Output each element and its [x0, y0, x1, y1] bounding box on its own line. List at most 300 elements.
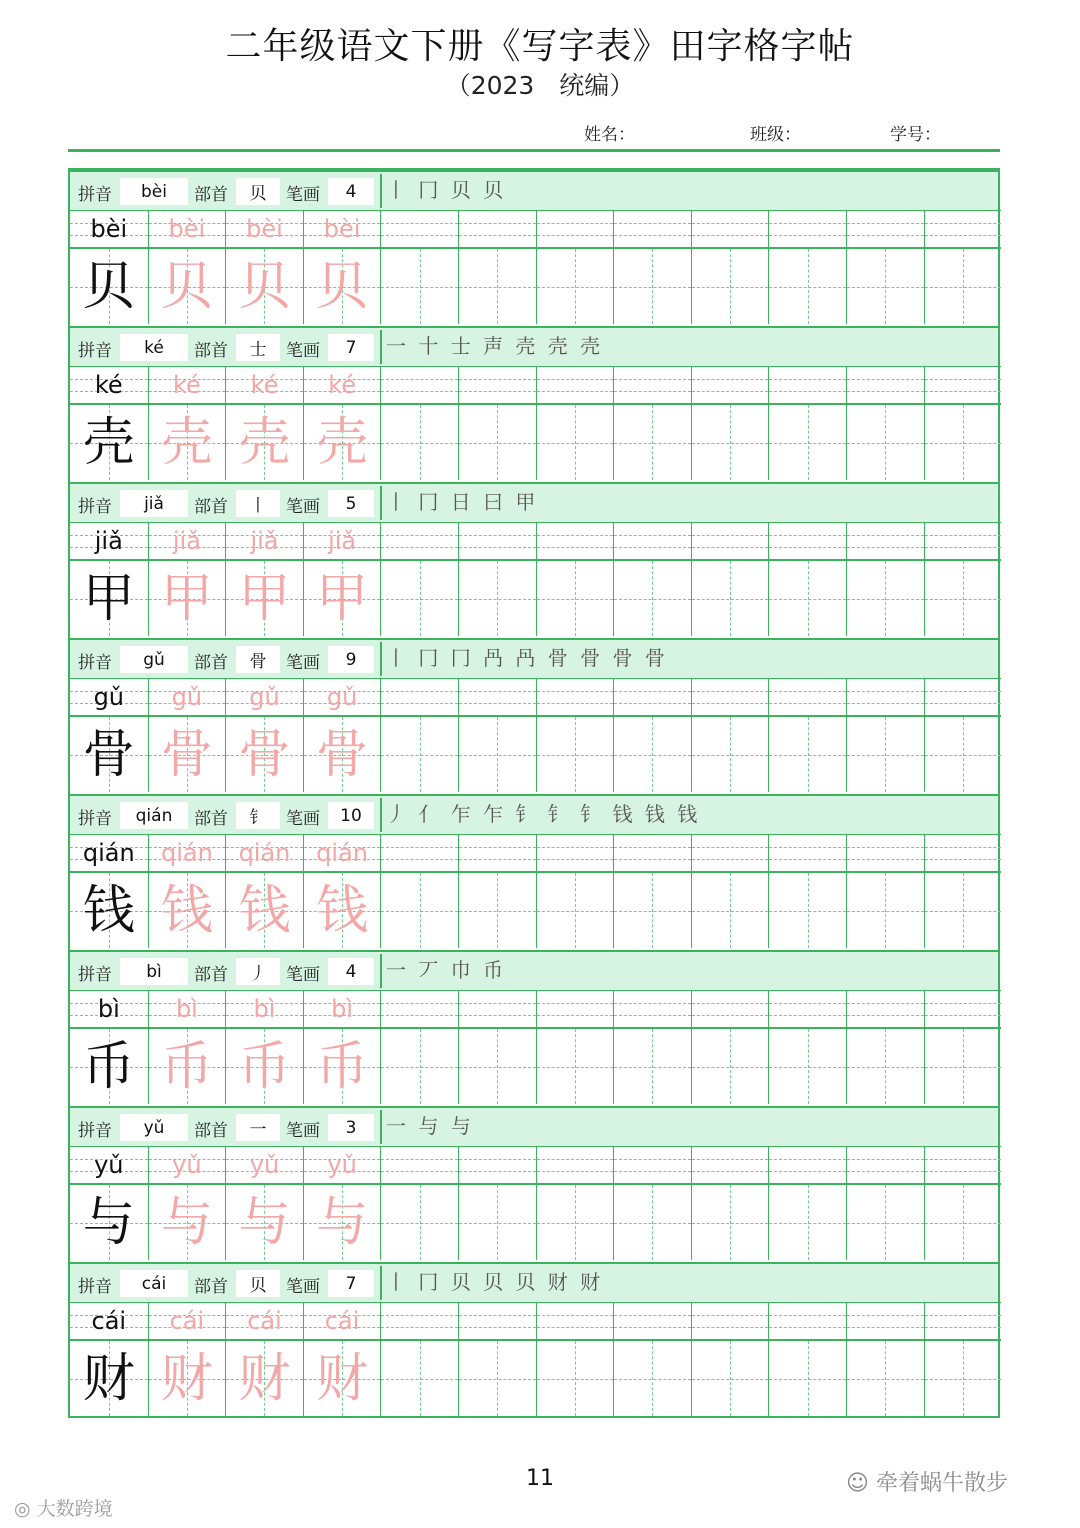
character-trace: 与 [316, 1193, 369, 1253]
character-trace: 贝 [316, 257, 369, 317]
pinyin-blank-cell[interactable] [924, 366, 1002, 403]
writing-grid-cell[interactable] [458, 1027, 536, 1104]
writing-grid-cell[interactable] [768, 871, 846, 948]
pinyin-value: bì [120, 958, 188, 985]
pinyin-blank-cell[interactable] [924, 1146, 1002, 1183]
writing-grid-cell[interactable] [536, 1183, 614, 1260]
writing-grid-cell[interactable] [768, 403, 846, 480]
writing-grid-cell[interactable] [613, 1027, 691, 1104]
pinyin-trace: bì [253, 995, 276, 1023]
writing-grid-cell[interactable] [924, 715, 1002, 792]
pinyin-blank-cell[interactable] [613, 366, 691, 403]
writing-grid-cell[interactable] [691, 559, 769, 636]
pinyin-blank-cell[interactable] [380, 990, 458, 1027]
radical-label: 部首 [194, 653, 228, 673]
writing-grid-cell[interactable] [458, 1183, 536, 1260]
character-trace: 与 [160, 1193, 213, 1253]
pinyin-trace-cell [303, 1146, 381, 1183]
writing-grid-cell[interactable] [536, 715, 614, 792]
character-trace: 贝 [160, 257, 213, 317]
pinyin-trace-cell [225, 1302, 303, 1339]
pinyin-model-cell [70, 1146, 148, 1183]
character-trace: 币 [160, 1037, 213, 1097]
writing-grid-cell[interactable] [536, 1027, 614, 1104]
writing-grid-cell[interactable] [768, 1027, 846, 1104]
stroke-order: 丨 冂 冂 冎 冎 骨 骨 骨 骨 [380, 642, 1000, 676]
writing-grid-cell[interactable] [924, 403, 1002, 480]
pinyin-trace-cell [303, 1302, 381, 1339]
pinyin-model: bèi [90, 215, 128, 243]
pinyin-model: ké [94, 371, 123, 399]
character-trace-cell [225, 715, 303, 792]
pinyin-blank-cell[interactable] [613, 1146, 691, 1183]
pinyin-trace: cái [247, 1307, 282, 1335]
pinyin-blank-cell[interactable] [768, 834, 846, 871]
pinyin-label: 拼音 [78, 185, 112, 205]
pinyin-blank-cell[interactable] [924, 834, 1002, 871]
character-trace: 贝 [238, 257, 291, 317]
writing-grid-cell[interactable] [613, 247, 691, 324]
character-trace-cell [148, 1027, 226, 1104]
writing-grid-cell[interactable] [691, 247, 769, 324]
writing-grid-cell[interactable] [380, 247, 458, 324]
pinyin-blank-cell[interactable] [846, 522, 924, 559]
pinyin-blank-cell[interactable] [768, 1146, 846, 1183]
character-trace: 币 [316, 1037, 369, 1097]
watermark-right-text: 牵着蜗牛散步 [875, 1471, 1008, 1496]
number-label: 学号： [890, 125, 941, 145]
pinyin-blank-cell[interactable] [691, 678, 769, 715]
writing-grid-cell[interactable] [846, 559, 924, 636]
stroke-count-value: 5 [328, 490, 374, 517]
pinyin-blank-cell[interactable] [380, 366, 458, 403]
pinyin-label: 拼音 [78, 653, 112, 673]
character-trace-cell [148, 559, 226, 636]
character-trace: 壳 [238, 413, 291, 473]
writing-grid-cell[interactable] [458, 871, 536, 948]
character-model-cell [70, 1339, 148, 1416]
pinyin-model: jiǎ [94, 527, 123, 555]
character-trace-cell [225, 1339, 303, 1416]
character-trace: 财 [316, 1349, 369, 1409]
stroke-count-value: 4 [328, 178, 374, 205]
character-model-cell [70, 871, 148, 948]
character-trace-cell [225, 1183, 303, 1260]
pinyin-blank-cell[interactable] [458, 990, 536, 1027]
writing-grid-cell[interactable] [613, 1183, 691, 1260]
page-title: 二年级语文下册《写字表》田字格字帖 [225, 26, 855, 67]
character-trace-cell [303, 1183, 381, 1260]
pinyin-blank-cell[interactable] [846, 990, 924, 1027]
pinyin-row [70, 522, 998, 559]
pinyin-blank-cell[interactable] [458, 366, 536, 403]
character-trace: 钱 [238, 881, 291, 941]
character-model: 甲 [82, 569, 135, 629]
character-trace: 财 [160, 1349, 213, 1409]
pinyin-blank-cell[interactable] [691, 1302, 769, 1339]
writing-grid-cell[interactable] [380, 1339, 458, 1416]
pinyin-blank-cell[interactable] [691, 990, 769, 1027]
writing-grid-cell[interactable] [846, 1339, 924, 1416]
character-header [70, 170, 998, 210]
writing-grid-cell[interactable] [536, 559, 614, 636]
pinyin-trace: yǔ [249, 1151, 280, 1179]
pinyin-label: 拼音 [78, 1277, 112, 1297]
pinyin-trace: gǔ [249, 683, 280, 711]
character-model-cell [70, 247, 148, 324]
character-trace: 骨 [316, 725, 369, 785]
pinyin-blank-cell[interactable] [846, 834, 924, 871]
character-row [70, 1183, 998, 1262]
character-header [70, 950, 998, 990]
character-trace-cell [303, 715, 381, 792]
writing-grid-cell[interactable] [458, 247, 536, 324]
pinyin-blank-cell[interactable] [768, 522, 846, 559]
pinyin-trace-cell [148, 678, 226, 715]
pinyin-blank-cell[interactable] [613, 210, 691, 247]
radical-label: 部首 [194, 497, 228, 517]
character-trace-cell [225, 1027, 303, 1104]
pinyin-trace: bèi [323, 215, 361, 243]
stroke-order: 一 丆 巾 币 [380, 954, 1000, 988]
writing-grid-cell[interactable] [691, 1339, 769, 1416]
pinyin-trace-cell [303, 990, 381, 1027]
pinyin-blank-cell[interactable] [924, 990, 1002, 1027]
writing-grid-cell[interactable] [768, 559, 846, 636]
stroke-count-value: 7 [328, 334, 374, 361]
character-trace: 甲 [316, 569, 369, 629]
pinyin-blank-cell[interactable] [458, 210, 536, 247]
writing-grid-cell[interactable] [613, 715, 691, 792]
page-subtitle: （2023 统编） [445, 71, 635, 100]
writing-grid-cell[interactable] [846, 871, 924, 948]
writing-grid-cell[interactable] [691, 715, 769, 792]
wechat-icon: ☺ [846, 1471, 869, 1496]
writing-grid-cell[interactable] [458, 403, 536, 480]
pinyin-value: cái [120, 1270, 188, 1297]
pinyin-label: 拼音 [78, 965, 112, 985]
character-row [70, 247, 998, 326]
strokes-label: 笔画 [286, 341, 320, 361]
writing-grid-cell[interactable] [536, 403, 614, 480]
pinyin-value: gǔ [120, 646, 188, 673]
pinyin-row [70, 1302, 998, 1339]
writing-grid-cell[interactable] [768, 1183, 846, 1260]
pinyin-blank-cell[interactable] [846, 1302, 924, 1339]
pinyin-blank-cell[interactable] [768, 366, 846, 403]
pinyin-blank-cell[interactable] [458, 678, 536, 715]
pinyin-blank-cell[interactable] [768, 1302, 846, 1339]
pinyin-blank-cell[interactable] [691, 834, 769, 871]
writing-grid-cell[interactable] [846, 1183, 924, 1260]
writing-grid-cell[interactable] [924, 1183, 1002, 1260]
pinyin-trace: yǔ [172, 1151, 202, 1179]
character-trace-cell [148, 247, 226, 324]
pinyin-trace-cell [303, 210, 381, 247]
stroke-order: 丨 冂 贝 贝 [380, 174, 1000, 208]
strokes-label: 笔画 [286, 653, 320, 673]
pinyin-blank-cell[interactable] [380, 678, 458, 715]
pinyin-blank-cell[interactable] [536, 834, 614, 871]
strokes-label: 笔画 [286, 965, 320, 985]
pinyin-trace-cell [303, 834, 381, 871]
pinyin-blank-cell[interactable] [536, 366, 614, 403]
writing-grid-cell[interactable] [536, 871, 614, 948]
character-block [70, 1262, 998, 1418]
writing-grid-cell[interactable] [380, 871, 458, 948]
character-row [70, 715, 998, 794]
writing-grid-cell[interactable] [924, 247, 1002, 324]
pinyin-row [70, 210, 998, 247]
radical-value: 钅 [236, 802, 280, 829]
pinyin-model-cell [70, 210, 148, 247]
pinyin-blank-cell[interactable] [536, 210, 614, 247]
pinyin-trace: qián [238, 839, 291, 867]
writing-grid-cell[interactable] [380, 559, 458, 636]
writing-grid-cell[interactable] [924, 1027, 1002, 1104]
character-model-cell [70, 403, 148, 480]
pinyin-trace: jiǎ [250, 527, 279, 555]
pinyin-trace: ké [250, 371, 279, 399]
pinyin-blank-cell[interactable] [846, 366, 924, 403]
pinyin-row [70, 366, 998, 403]
pinyin-trace-cell [303, 366, 381, 403]
pinyin-blank-cell[interactable] [846, 1146, 924, 1183]
pinyin-blank-cell[interactable] [380, 522, 458, 559]
pinyin-trace: bì [175, 995, 198, 1023]
pinyin-trace-cell [148, 990, 226, 1027]
pinyin-blank-cell[interactable] [846, 210, 924, 247]
pinyin-blank-cell[interactable] [380, 1302, 458, 1339]
character-block [70, 794, 998, 950]
pinyin-trace-cell [225, 522, 303, 559]
pinyin-blank-cell[interactable] [536, 522, 614, 559]
pinyin-value: ké [120, 334, 188, 361]
writing-grid-cell[interactable] [691, 1183, 769, 1260]
pinyin-blank-cell[interactable] [613, 1302, 691, 1339]
writing-grid-cell[interactable] [691, 871, 769, 948]
pinyin-blank-cell[interactable] [768, 210, 846, 247]
character-trace: 与 [238, 1193, 291, 1253]
pinyin-trace-cell [148, 1146, 226, 1183]
character-trace-cell [148, 715, 226, 792]
character-trace-cell [225, 871, 303, 948]
radical-label: 部首 [194, 809, 228, 829]
writing-grid-cell[interactable] [536, 1339, 614, 1416]
character-header [70, 794, 998, 834]
writing-grid-cell[interactable] [458, 559, 536, 636]
writing-grid-cell[interactable] [613, 403, 691, 480]
pinyin-trace: jiǎ [328, 527, 357, 555]
pinyin-blank-cell[interactable] [924, 210, 1002, 247]
stroke-order: 丨 冂 贝 贝 贝 财 财 [380, 1266, 1000, 1300]
character-header [70, 1262, 998, 1302]
pinyin-trace-cell [225, 210, 303, 247]
character-row [70, 1027, 998, 1106]
pinyin-blank-cell[interactable] [458, 1146, 536, 1183]
character-trace: 骨 [238, 725, 291, 785]
pinyin-trace: gǔ [171, 683, 203, 711]
pinyin-model-cell [70, 834, 148, 871]
character-block [70, 950, 998, 1106]
character-trace: 甲 [160, 569, 213, 629]
character-header [70, 638, 998, 678]
writing-grid-cell[interactable] [613, 559, 691, 636]
pinyin-blank-cell[interactable] [458, 1302, 536, 1339]
pinyin-blank-cell[interactable] [846, 678, 924, 715]
writing-grid-cell[interactable] [380, 1027, 458, 1104]
radical-value: 骨 [236, 646, 280, 673]
pinyin-blank-cell[interactable] [536, 678, 614, 715]
pinyin-trace-cell [225, 678, 303, 715]
pinyin-trace: gǔ [326, 683, 358, 711]
writing-grid-cell[interactable] [768, 247, 846, 324]
pinyin-blank-cell[interactable] [924, 678, 1002, 715]
pinyin-trace-cell [225, 990, 303, 1027]
stroke-order: 丨 冂 日 曰 甲 [380, 486, 1000, 520]
pinyin-blank-cell[interactable] [613, 522, 691, 559]
character-trace: 甲 [238, 569, 291, 629]
pinyin-trace-cell [225, 366, 303, 403]
pinyin-blank-cell[interactable] [691, 210, 769, 247]
pinyin-blank-cell[interactable] [380, 210, 458, 247]
writing-grid-cell[interactable] [458, 1339, 536, 1416]
writing-grid-cell[interactable] [613, 1339, 691, 1416]
pinyin-trace-cell [148, 834, 226, 871]
stroke-order: 丿 亻 乍 乍 钅 钅 钅 钱 钱 钱 [380, 798, 1000, 832]
writing-grid-cell[interactable] [691, 1027, 769, 1104]
writing-grid-cell[interactable] [458, 715, 536, 792]
character-block [70, 1106, 998, 1262]
writing-grid-cell[interactable] [768, 1339, 846, 1416]
character-trace: 壳 [160, 413, 213, 473]
pinyin-label: 拼音 [78, 341, 112, 361]
pinyin-trace-cell [148, 366, 226, 403]
writing-grid-cell[interactable] [691, 403, 769, 480]
writing-grid-cell[interactable] [846, 1027, 924, 1104]
pinyin-blank-cell[interactable] [536, 1302, 614, 1339]
radical-label: 部首 [194, 1277, 228, 1297]
radical-label: 部首 [194, 341, 228, 361]
page-number: 11 [526, 1466, 554, 1491]
pinyin-blank-cell[interactable] [380, 834, 458, 871]
character-trace-cell [148, 1339, 226, 1416]
writing-grid-cell[interactable] [380, 715, 458, 792]
character-trace: 钱 [160, 881, 213, 941]
strokes-label: 笔画 [286, 497, 320, 517]
writing-grid-cell[interactable] [613, 871, 691, 948]
character-block [70, 482, 998, 638]
student-info-line [0, 118, 1080, 148]
pinyin-blank-cell[interactable] [536, 990, 614, 1027]
pinyin-trace: bèi [246, 215, 283, 243]
stroke-order: 一 十 士 声 壳 壳 壳 [380, 330, 1000, 364]
character-block [70, 638, 998, 794]
writing-grid-cell[interactable] [380, 403, 458, 480]
stroke-count-value: 3 [328, 1114, 374, 1141]
pinyin-model-cell [70, 990, 148, 1027]
pinyin-blank-cell[interactable] [380, 1146, 458, 1183]
pinyin-blank-cell[interactable] [768, 990, 846, 1027]
pinyin-model: cái [91, 1307, 127, 1335]
character-trace: 骨 [160, 725, 213, 785]
writing-grid-cell[interactable] [924, 871, 1002, 948]
pinyin-trace: jiǎ [172, 527, 201, 555]
writing-grid-cell[interactable] [846, 403, 924, 480]
pinyin-blank-cell[interactable] [613, 990, 691, 1027]
pinyin-model: bì [97, 995, 120, 1023]
character-block [70, 170, 998, 326]
watermark-left-text: 大数跨境 [36, 1498, 113, 1520]
pinyin-label: 拼音 [78, 1121, 112, 1141]
character-row [70, 403, 998, 482]
character-header [70, 1106, 998, 1146]
character-model: 壳 [82, 413, 135, 473]
character-model-cell [70, 1183, 148, 1260]
pinyin-blank-cell[interactable] [536, 1146, 614, 1183]
pinyin-blank-cell[interactable] [768, 678, 846, 715]
pinyin-blank-cell[interactable] [458, 522, 536, 559]
pinyin-blank-cell[interactable] [691, 522, 769, 559]
radical-value: 丿 [236, 958, 280, 985]
character-trace-cell [303, 559, 381, 636]
character-model: 钱 [82, 881, 135, 941]
pinyin-blank-cell[interactable] [458, 834, 536, 871]
character-trace-cell [303, 1339, 381, 1416]
pinyin-blank-cell[interactable] [691, 1146, 769, 1183]
pinyin-value: qián [120, 802, 188, 829]
character-trace-cell [148, 1183, 226, 1260]
stroke-count-value: 4 [328, 958, 374, 985]
character-model: 币 [82, 1037, 135, 1097]
stroke-order: 一 与 与 [380, 1110, 1000, 1144]
character-trace: 财 [238, 1349, 291, 1409]
character-trace: 钱 [316, 881, 369, 941]
character-model-cell [70, 559, 148, 636]
writing-grid-cell[interactable] [536, 247, 614, 324]
writing-grid-cell[interactable] [846, 715, 924, 792]
character-trace-cell [225, 247, 303, 324]
name-label: 姓名： [584, 125, 635, 145]
writing-grid-cell[interactable] [846, 247, 924, 324]
character-trace-cell [225, 403, 303, 480]
character-model: 贝 [82, 257, 135, 317]
radical-value: 贝 [236, 1270, 280, 1297]
strokes-label: 笔画 [286, 185, 320, 205]
pinyin-blank-cell[interactable] [691, 366, 769, 403]
pinyin-trace: ké [328, 371, 356, 399]
character-trace-cell [303, 403, 381, 480]
pinyin-blank-cell[interactable] [924, 522, 1002, 559]
writing-grid-cell[interactable] [924, 559, 1002, 636]
pinyin-row [70, 678, 998, 715]
stroke-count-value: 9 [328, 646, 374, 673]
writing-grid-cell[interactable] [924, 1339, 1002, 1416]
writing-grid-cell[interactable] [768, 715, 846, 792]
character-trace-cell [303, 871, 381, 948]
pinyin-trace: ké [172, 371, 201, 399]
pinyin-blank-cell[interactable] [924, 1302, 1002, 1339]
pinyin-row [70, 1146, 998, 1183]
practice-sheet [68, 168, 1000, 1418]
pinyin-blank-cell[interactable] [613, 678, 691, 715]
pinyin-model-cell [70, 522, 148, 559]
writing-grid-cell[interactable] [380, 1183, 458, 1260]
pinyin-blank-cell[interactable] [613, 834, 691, 871]
pinyin-row [70, 990, 998, 1027]
character-trace: 壳 [316, 413, 369, 473]
character-model: 骨 [82, 725, 135, 785]
